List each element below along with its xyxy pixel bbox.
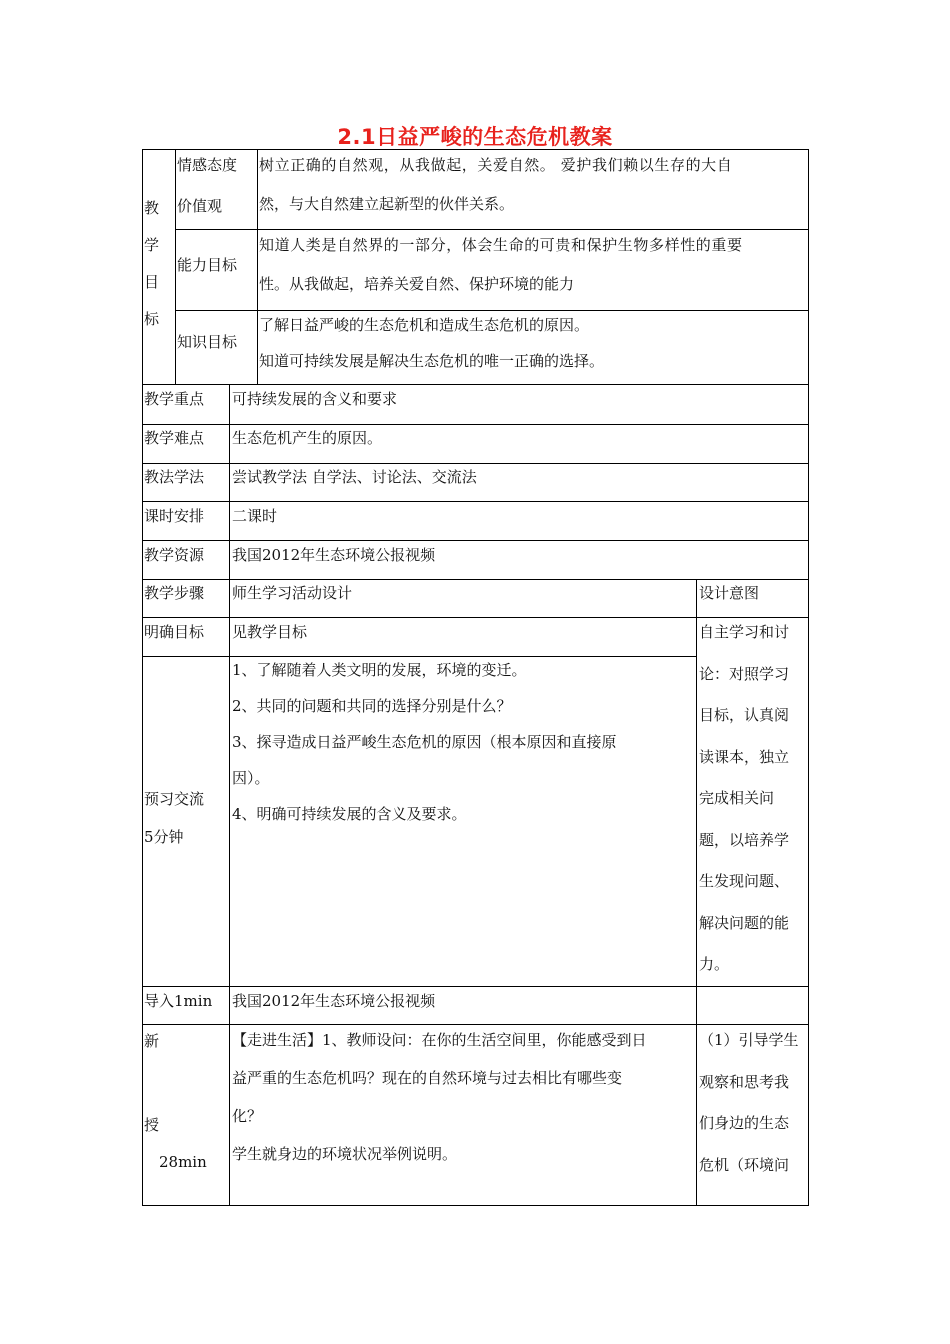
clarify-goals-label: 明确目标 bbox=[144, 623, 205, 641]
document-title: 2.1日益严峻的生态危机教案 bbox=[337, 125, 613, 149]
difficulty-label: 教学难点 bbox=[144, 429, 205, 447]
new-lesson-label-2: 授 bbox=[144, 1116, 160, 1134]
new-lesson-label-3: 28min bbox=[159, 1153, 207, 1171]
key-point-content: 可持续发展的含义和要求 bbox=[232, 390, 398, 408]
intent-line: 们身边的生态 bbox=[699, 1114, 790, 1132]
intent-line: 危机（环境问 bbox=[699, 1155, 790, 1174]
goal-knowledge-label: 知识目标 bbox=[177, 333, 238, 351]
content-line: 4、明确可持续发展的含义及要求。 bbox=[232, 805, 467, 823]
intent-line: 自主学习和讨 bbox=[699, 623, 790, 641]
steps-header-intent: 设计意图 bbox=[699, 584, 760, 602]
method-content: 尝试教学法 自学法、讨论法、交流法 bbox=[232, 468, 477, 486]
intent-line: 读课本，独立 bbox=[699, 747, 790, 766]
label-char: 标 bbox=[144, 310, 160, 328]
intent-line: 题，以培养学 bbox=[699, 830, 790, 849]
content-line: 树立正确的自然观，从我做起，关爱自然。 爱护我们赖以生存的大自 bbox=[259, 156, 733, 174]
content-line: 2、共同的问题和共同的选择分别是什么？ bbox=[232, 697, 512, 715]
content-line: 化？ bbox=[232, 1107, 263, 1125]
new-lesson-intent bbox=[699, 1030, 806, 1196]
content-line: 了解日益严峻的生态危机和造成生态危机的原因。 bbox=[259, 316, 590, 334]
resource-label: 教学资源 bbox=[144, 546, 205, 564]
intent-line: （1）引导学生 bbox=[699, 1031, 799, 1049]
label-char: 学 bbox=[144, 236, 160, 254]
intent-line: 力。 bbox=[699, 955, 730, 973]
content-line: 因）。 bbox=[232, 769, 270, 787]
content-line: 知道可持续发展是解决生态危机的唯一正确的选择。 bbox=[259, 352, 605, 370]
new-lesson-content bbox=[232, 1030, 694, 1182]
content-line: 益严重的生态危机吗？现在的自然环境与过去相比有哪些变 bbox=[232, 1069, 623, 1087]
clarify-goals-content: 见教学目标 bbox=[232, 623, 308, 641]
goal-emotion-label-line2: 价值观 bbox=[177, 197, 223, 215]
steps-header-label: 教学步骤 bbox=[144, 584, 205, 602]
preview-label-line: 预习交流 bbox=[144, 790, 205, 808]
resource-content: 我国2012年生态环境公报视频 bbox=[232, 546, 436, 564]
goal-knowledge-content bbox=[259, 315, 806, 390]
content-line: 然，与大自然建立起新型的伙伴关系。 bbox=[259, 195, 515, 213]
teaching-goals-label bbox=[144, 198, 159, 346]
intent-line: 生发现问题、 bbox=[699, 872, 790, 890]
method-label: 教法学法 bbox=[144, 468, 205, 486]
intent-line: 解决问题的能 bbox=[699, 913, 790, 932]
content-line: 1、了解随着人类文明的发展，环境的变迁。 bbox=[232, 661, 527, 679]
steps-header-activity: 师生学习活动设计 bbox=[232, 584, 353, 602]
goal-ability-label: 能力目标 bbox=[177, 256, 238, 274]
goal-emotion-label bbox=[177, 155, 255, 216]
new-lesson-label-1: 新 bbox=[144, 1032, 160, 1050]
preview-label bbox=[144, 789, 204, 847]
intent-line: 目标，认真阅 bbox=[699, 706, 790, 724]
preview-label-line: 5分钟 bbox=[144, 828, 184, 846]
key-point-label: 教学重点 bbox=[144, 390, 205, 408]
label-char: 目 bbox=[144, 273, 160, 291]
intro-content: 我国2012年生态环境公报视频 bbox=[232, 992, 436, 1010]
preview-intent bbox=[699, 622, 806, 996]
content-line: 知道人类是自然界的一部分，体会生命的可贵和保护生物多样性的重要 bbox=[259, 236, 743, 254]
goal-emotion-label-line1: 情感态度 bbox=[177, 156, 238, 174]
schedule-label: 课时安排 bbox=[144, 507, 205, 525]
preview-content bbox=[232, 660, 694, 840]
goal-emotion-content bbox=[259, 155, 806, 233]
intent-line: 完成相关问 bbox=[699, 789, 775, 807]
content-line: 学生就身边的环境状况举例说明。 bbox=[232, 1145, 458, 1163]
intro-label: 导入1min bbox=[144, 992, 213, 1010]
label-char: 教 bbox=[144, 199, 160, 217]
intent-line: 论：对照学习 bbox=[699, 664, 790, 683]
content-line: 【走进生活】1、教师设问：在你的生活空间里，你能感受到日 bbox=[232, 1031, 647, 1049]
schedule-content: 二课时 bbox=[232, 507, 278, 525]
goal-ability-content bbox=[259, 235, 806, 313]
content-line: 性。从我做起，培养关爱自然、保护环境的能力 bbox=[259, 275, 575, 293]
intent-line: 观察和思考我 bbox=[699, 1072, 790, 1091]
content-line: 3、探寻造成日益严峻生态危机的原因（根本原因和直接原 bbox=[232, 733, 617, 751]
difficulty-content: 生态危机产生的原因。 bbox=[232, 429, 383, 447]
